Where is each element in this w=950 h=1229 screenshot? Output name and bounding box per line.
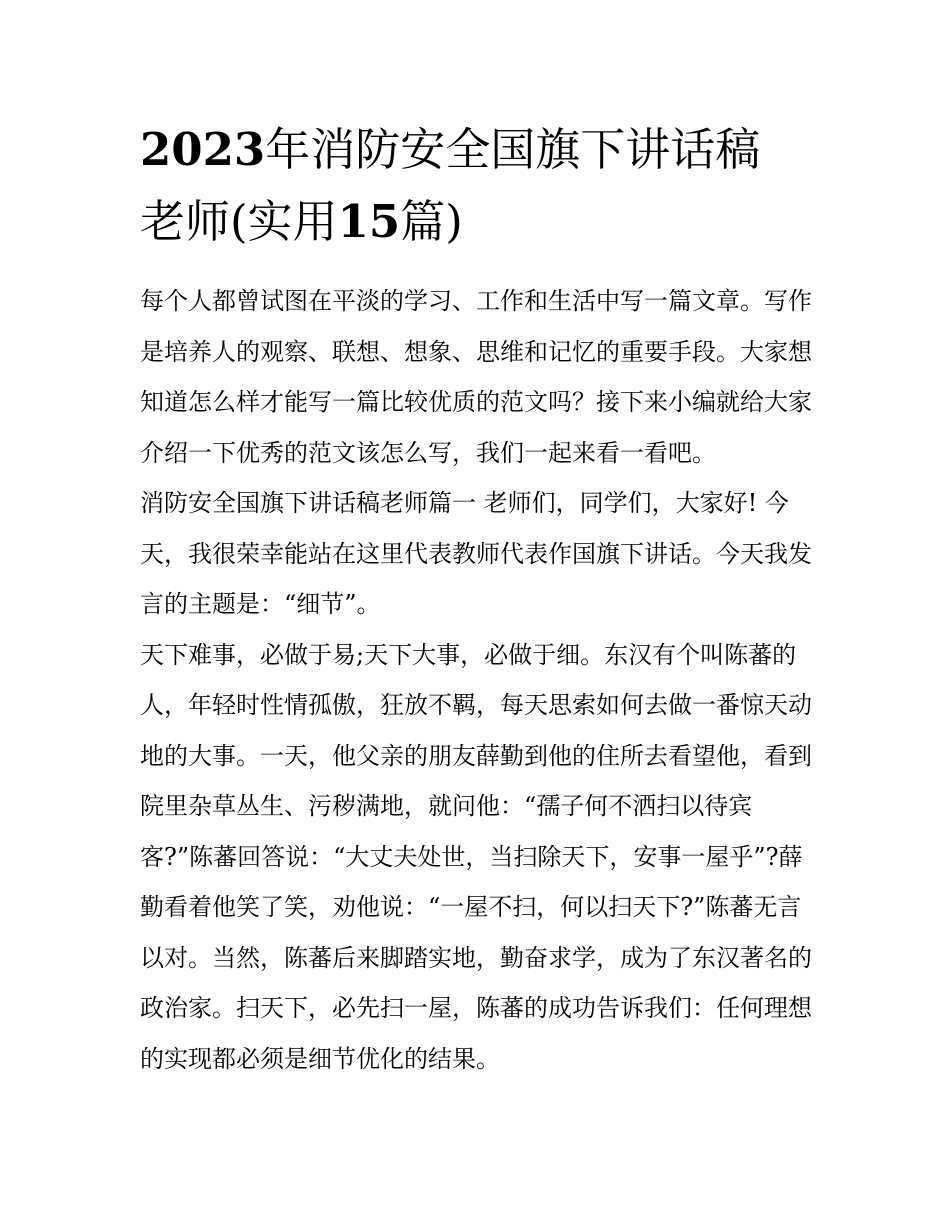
paragraph-greeting: 消防安全国旗下讲话稿老师篇一 老师们，同学们，大家好! 今天，我很荣幸能站在这里代表教师代表作国旗下讲话。今天我发言的主题是：“细节”。 (140, 489, 812, 618)
document-title (140, 114, 820, 258)
document-body (140, 276, 812, 1084)
paragraph-intro: 每个人都曾试图在平淡的学习、工作和生活中写一篇文章。写作是培养人的观察、联想、想象、思维和记忆的重要手段。大家想知道怎么样才能写一篇比较优质的范文吗？接下来小编就给大家介绍一下优秀的范文该怎么写，我们一起来看一看吧。 (140, 287, 812, 467)
title-line2-text-b: 篇) (400, 195, 463, 248)
paragraph-story: 天下难事，必做于易;天下大事，必做于细。东汉有个叫陈蕃的人，年轻时性情孤傲，狂放不羁，每天思索如何去做一番惊天动地的大事。一天，他父亲的朋友薛勤到他的住所去看望他，看到院里杂草丛生、污秽满地，就问他：“孺子何不洒扫以待宾客?”陈蕃回答说：“大丈夫处世，当扫除天下，安事一屋乎”?薛勤看着他笑了笑，劝他说：“一屋不扫，何以扫天下?”陈蕃无言以对。当然，陈蕃后来脚踏实地，勤奋求学，成为了东汉著名的政治家。扫天下，必先扫一屋，陈蕃的成功告诉我们：任何理想的实现都必须是细节优化的结果。 (140, 640, 812, 1073)
title-year: 2023 (140, 123, 266, 176)
title-line1-text: 年消防安全国旗下讲话稿 (265, 123, 761, 176)
title-count: 15 (337, 195, 401, 248)
title-line2-text-a: 老师(实用 (140, 195, 338, 248)
